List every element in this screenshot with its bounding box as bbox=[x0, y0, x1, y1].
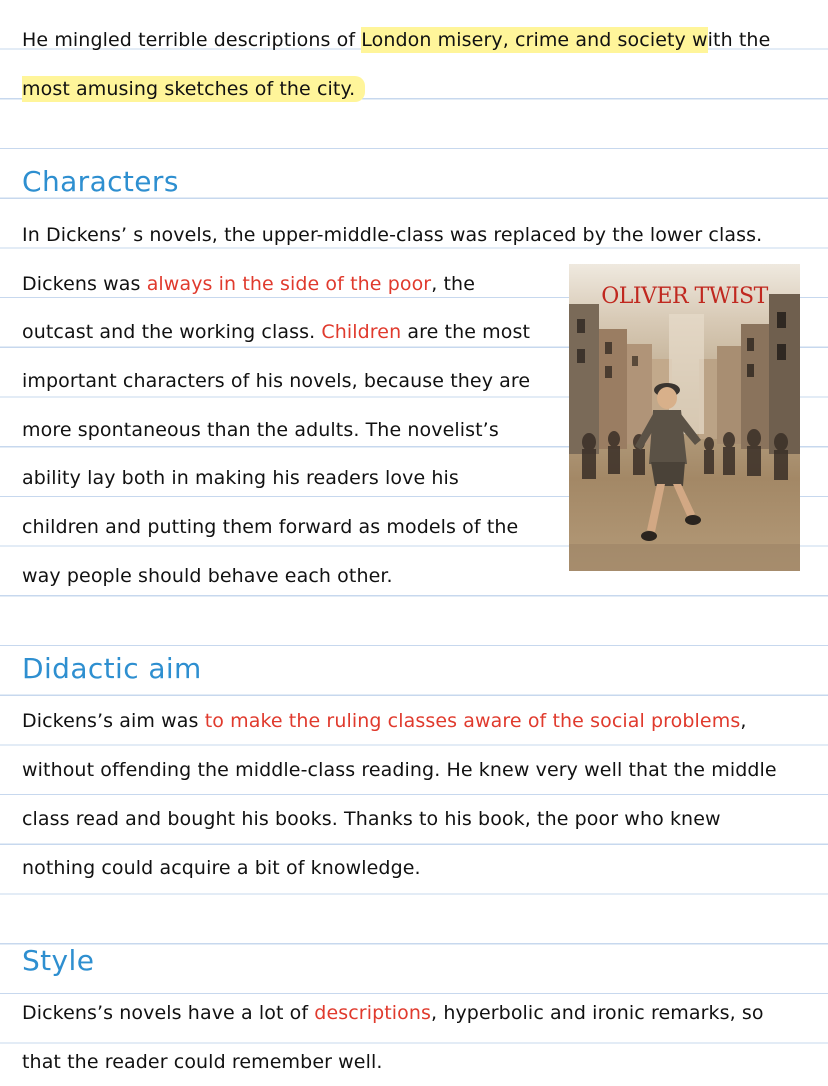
paragraph-line: children and putting them forward as models of the bbox=[22, 516, 519, 538]
section-heading-characters: Characters bbox=[22, 165, 179, 198]
paragraph-line: without offending the middle-class reading. He knew very well that the middle bbox=[22, 759, 777, 781]
intro-line-2 bbox=[22, 77, 365, 101]
highlighted-text: most amusing sketches of the city. bbox=[22, 76, 365, 102]
paragraph-line: way people should behave each other. bbox=[22, 565, 393, 587]
paragraph-line: important characters of his novels, because they are bbox=[22, 370, 531, 392]
poster-scene-illustration bbox=[569, 264, 800, 571]
paragraph-line: that the reader could remember well. bbox=[22, 1051, 383, 1073]
paragraph-line: more spontaneous than the adults. The novelist’s bbox=[22, 419, 499, 441]
paragraph-line bbox=[22, 709, 746, 733]
paragraph-line bbox=[22, 272, 475, 296]
paragraph-line: class read and bought his books. Thanks to his book, the poor who knew bbox=[22, 808, 721, 830]
section-heading-didactic-aim: Didactic aim bbox=[22, 652, 202, 685]
oliver-twist-poster-image bbox=[569, 264, 800, 571]
intro-text: He mingled terrible descriptions of bbox=[22, 29, 362, 51]
text-span: , bbox=[740, 710, 747, 732]
paragraph-line bbox=[22, 320, 530, 344]
section-heading-style: Style bbox=[22, 944, 95, 977]
text-span: , hyperbolic and ironic remarks, so bbox=[431, 1002, 764, 1024]
text-span: Dickens was bbox=[22, 273, 147, 295]
emphasis-text: always in the side of the poor bbox=[146, 273, 432, 295]
paragraph-line: In Dickens’ s novels, the upper-middle-class was replaced by the lower class. bbox=[22, 224, 763, 246]
intro-line-1 bbox=[22, 28, 770, 52]
emphasis-text: Children bbox=[321, 321, 402, 343]
text-span: are the most bbox=[401, 321, 531, 343]
paragraph-line bbox=[22, 1001, 764, 1025]
emphasis-text: descriptions bbox=[314, 1002, 432, 1024]
intro-text: ith the bbox=[707, 29, 771, 51]
paragraph-line: nothing could acquire a bit of knowledge. bbox=[22, 857, 421, 879]
highlighted-text: London misery, crime and society w bbox=[361, 29, 708, 51]
text-span: , the bbox=[431, 273, 475, 295]
text-span: Dickens’s aim was bbox=[22, 710, 205, 732]
text-span: Dickens’s novels have a lot of bbox=[22, 1002, 315, 1024]
text-span: outcast and the working class. bbox=[22, 321, 322, 343]
emphasis-text: to make the ruling classes aware of the social problems bbox=[204, 710, 741, 732]
poster-title: OLIVER TWIST bbox=[601, 284, 768, 309]
paragraph-line: ability lay both in making his readers love his bbox=[22, 467, 459, 489]
